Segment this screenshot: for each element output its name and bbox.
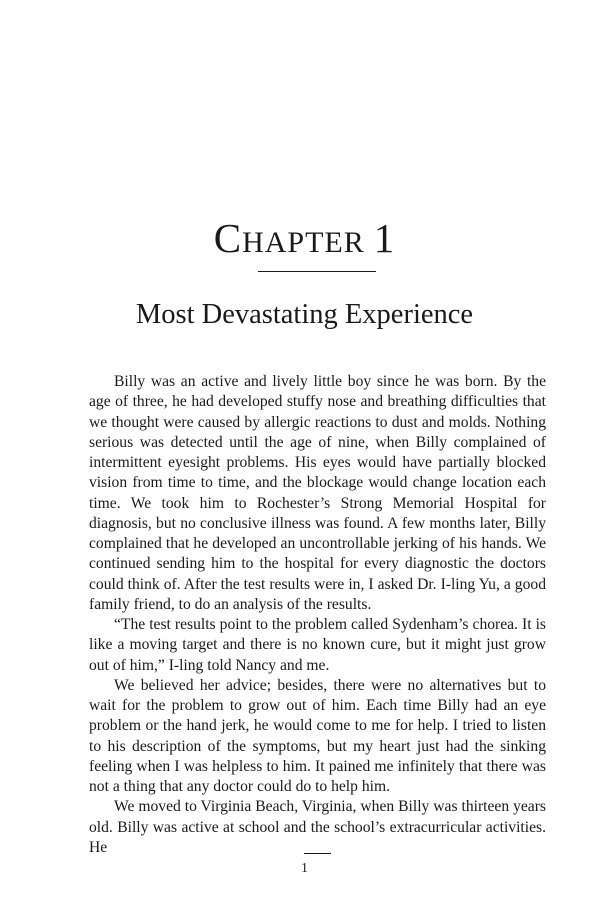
body-paragraph: “The test results point to the problem called Sydenham’s chorea. It is like a moving target and there is no known cure, but it might just grow out of him,” I-ling told Nancy and me. bbox=[89, 616, 546, 674]
chapter-label-initial: C bbox=[213, 215, 243, 261]
body-paragraph: Billy was an active and lively little boy since he was born. By the age of three, he had developed stuffy nose and breathing difficulties that we thought were caused by allergic reactions to dust and molds. Nothing serious was detected until the age of nine, when Billy complained of intermittent eyesight problems. His eyes would have partially blocked vision from time to time, and the blockage would change location each time. We took him to Rochester’s Strong Memorial Hospital for diagnosis, but no conclusive illness was found. A few months later, Billy complained that he developed an uncontrollable jerking of his hands. We continued sending him to the hospital for every diagnostic the doctors could think of. After the test results were in, I asked Dr. I-ling Yu, a good family friend, to do an analysis of the results. bbox=[89, 373, 546, 613]
footer-divider bbox=[304, 853, 331, 854]
chapter-body bbox=[89, 372, 546, 858]
chapter-divider bbox=[258, 271, 376, 272]
chapter-heading bbox=[0, 215, 609, 261]
chapter-number: 1 bbox=[373, 215, 396, 261]
page-number: 1 bbox=[301, 861, 308, 876]
body-paragraph: We believed her advice; besides, there were no alternatives but to wait for the problem to grow out of him. Each time Billy had an eye problem or the hand jerk, he would come to me for help. I tried to listen to his description of the symptoms, but my heart just had the sinking feeling when I was helpless to him. It pained me infinitely that there was not a thing that any doctor could do to help him. bbox=[89, 676, 546, 795]
chapter-label-rest: HAPTER bbox=[242, 226, 365, 259]
body-paragraph: We moved to Virginia Beach, Virginia, when Billy was thirteen years old. Billy was active at school and the school’s extracurricular activities. He bbox=[89, 798, 546, 856]
chapter-title: Most Devastating Experience bbox=[135, 299, 474, 330]
